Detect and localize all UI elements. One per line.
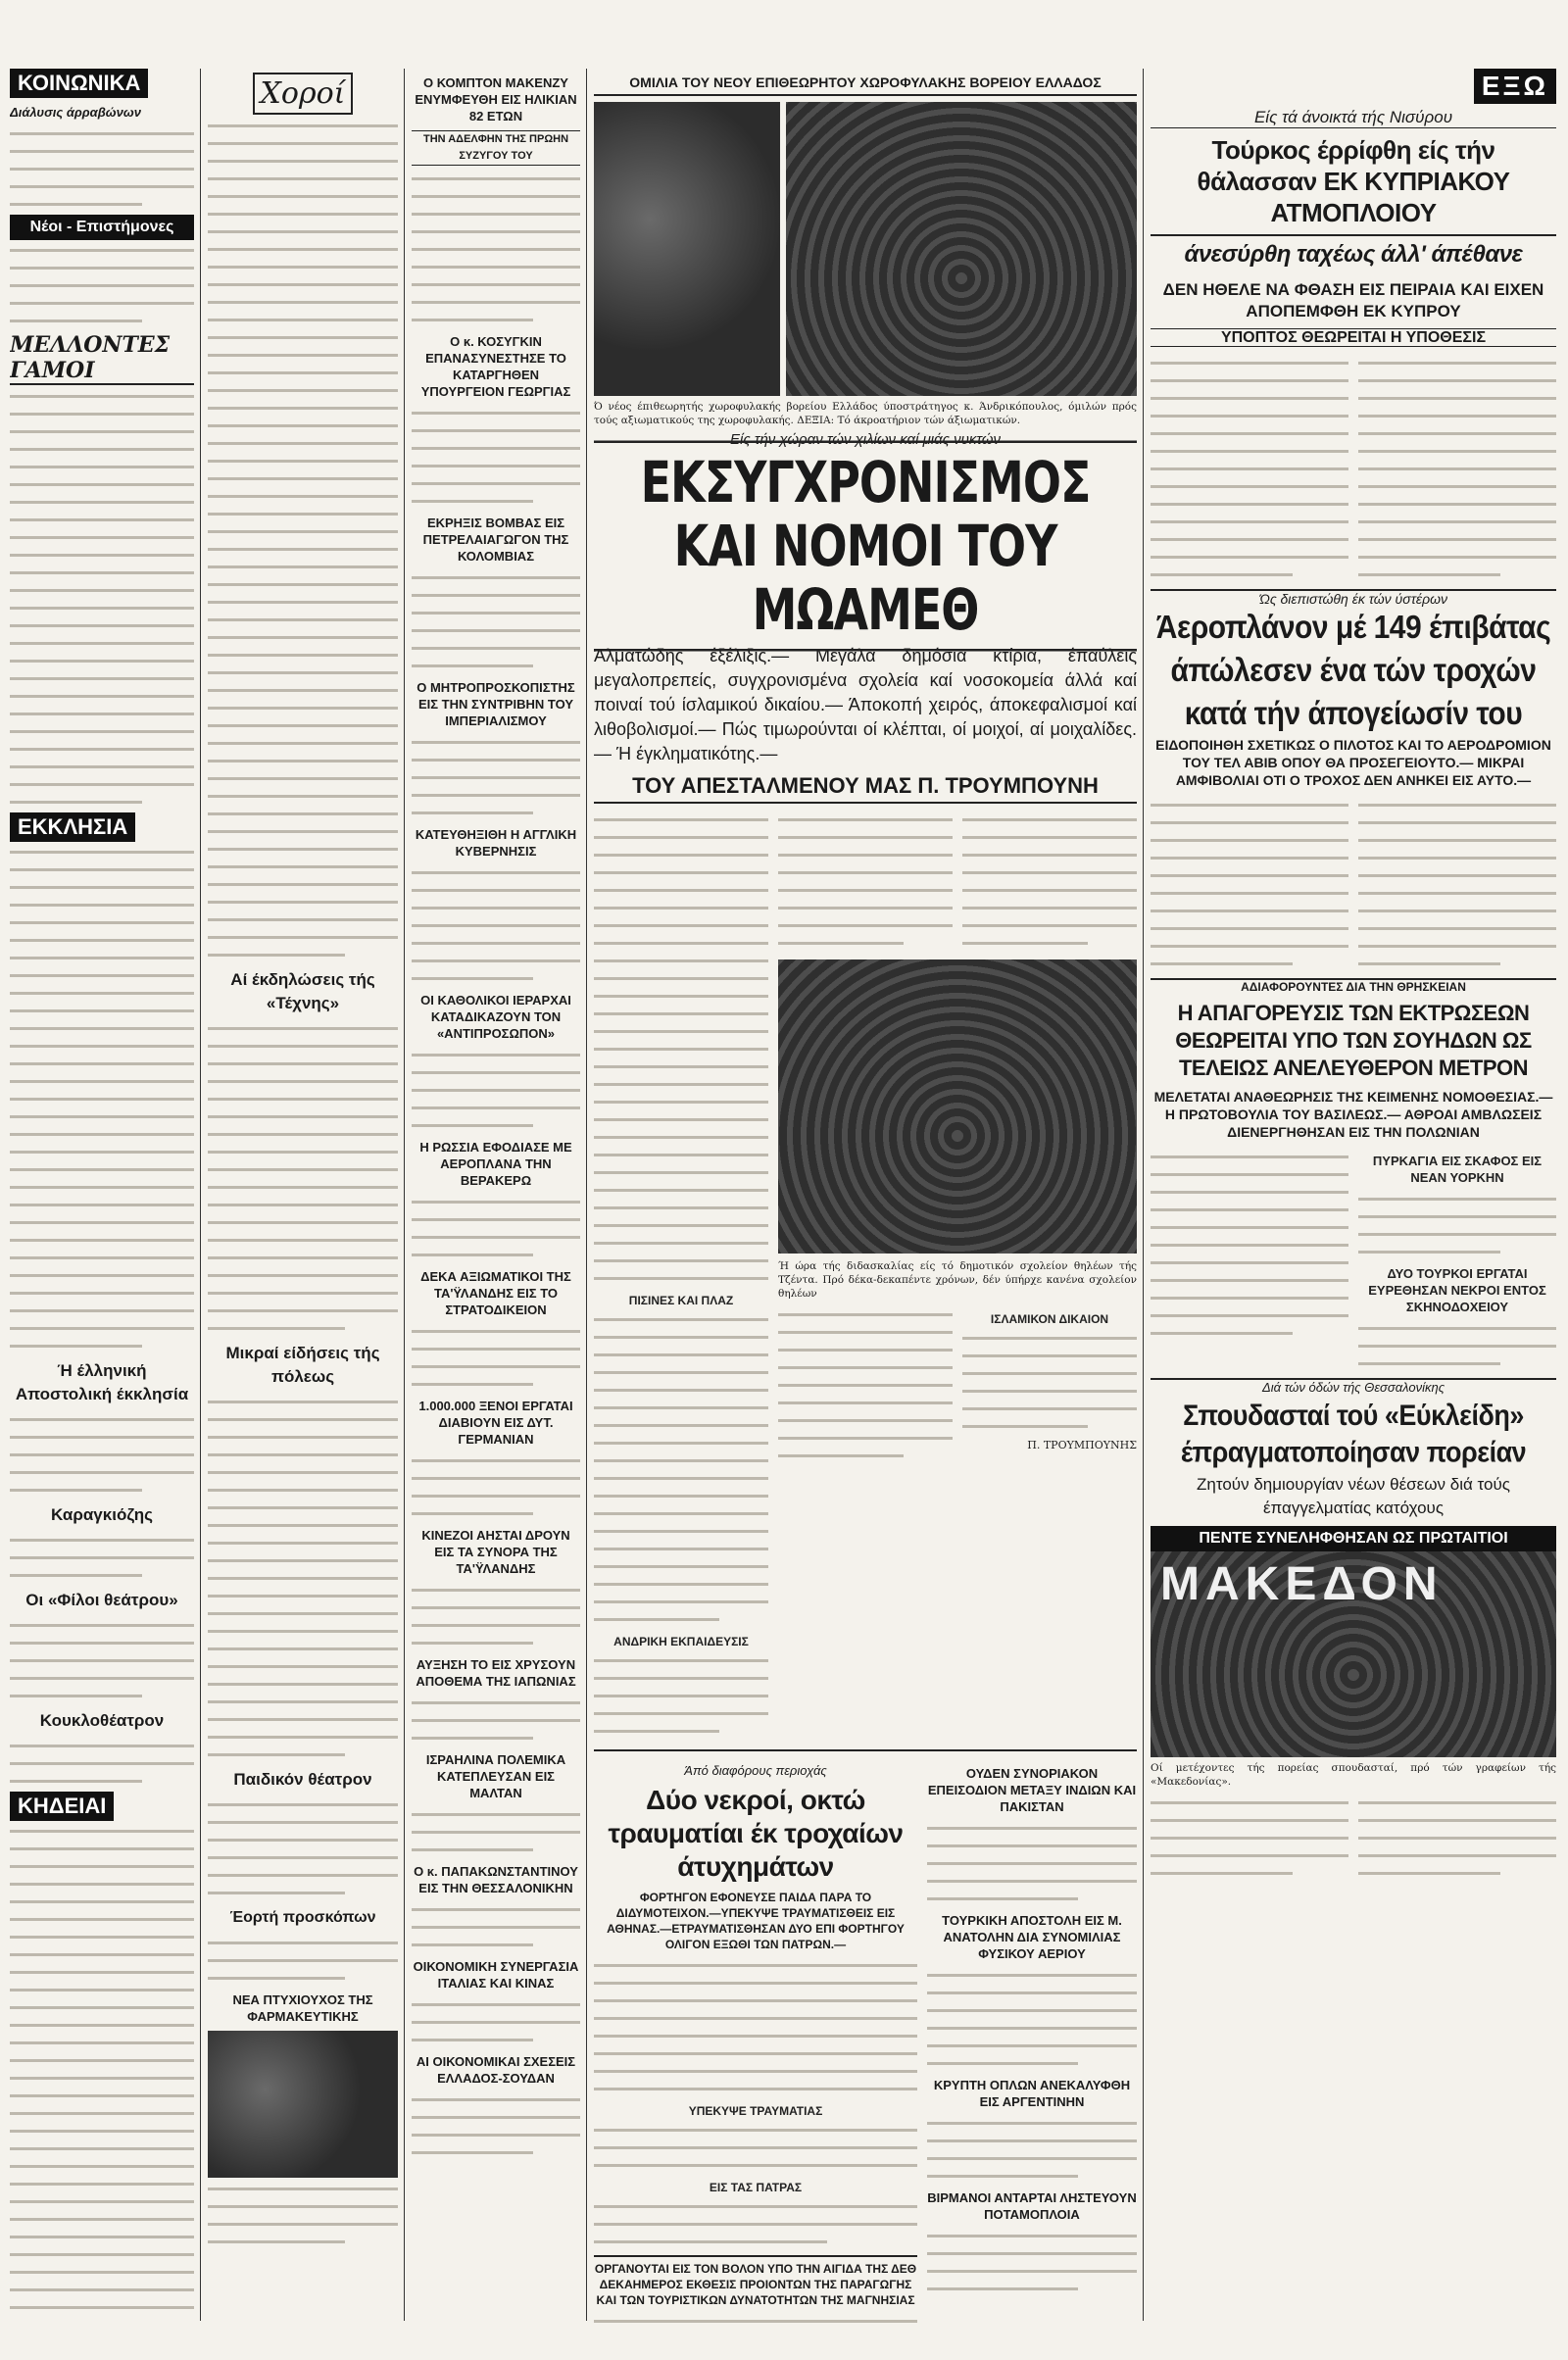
- israilina-head: ΙΣΡΑΗΛΙΝΑ ΠΟΛΕΜΙΚΑ ΚΑΤΕΠΛΕΥΣΑΝ ΕΙΣ ΜΑΛΤΑΝ: [425, 1752, 566, 1800]
- center-section: [594, 69, 1137, 2323]
- article-text: [412, 1048, 580, 1133]
- section-koinonika: ΚΟΙΝΩΝΙΚΑ: [10, 69, 148, 98]
- adelfi-head: ΤΗΝ ΑΔΕΛΦΗΝ ΤΗΣ ΠΡΩΗΝ ΣΥΖΥΓΟΥ ΤΟΥ: [412, 130, 580, 166]
- accidents-deck: ΦΟΡΤΗΓΟΝ ΕΦΟΝΕΥΣΕ ΠΑΙΔΑ ΠΑΡΑ ΤΟ ΔΙΔΥΜΟΤΕΙΧΟΝ.—ΥΠΕΚΥΨΕ ΤΡΑΥΜΑΤΙΣΘΕΙΣ ΕΙΣ ΑΘΗΝΑΣ.—ΕΤΡΑΥΜΑΤΙΣΘΗΣΑΝ ΔΥΟ ΕΠΙ ΦΟΡΤΗΓΟΥ ΟΛΙΓΟΝ ΕΞΩΘΙ ΤΩΝ ΠΑΤΡΩΝ.—: [607, 1891, 905, 1951]
- march-caption: Οί μετέχοντες τής πορείας σπουδασταί, πρό τών γραφείων τής «Μακεδονίας».: [1151, 1762, 1556, 1788]
- article-text: [208, 1395, 398, 1762]
- article-text: [10, 243, 194, 328]
- article-text: [1151, 1147, 1348, 1374]
- article-text: [594, 1958, 917, 2249]
- ayxisi-head: ΑΥΞΗΣΗ ΤΟ ΕΙΣ ΧΡΥΣΟΥΝ ΑΠΟΘΕΜΑ ΤΗΣ ΙΑΠΩΝΙΑΣ: [416, 1657, 576, 1689]
- article-text: [208, 1936, 398, 1986]
- article-text: [10, 845, 194, 1353]
- article-text: [412, 1583, 580, 1650]
- dialysis-head: Διάλυσις άρραβώνων: [10, 105, 141, 120]
- article-text: [412, 172, 580, 327]
- byline: ΤΟΥ ΑΠΕΣΤΑΛΜΕΝΟΥ ΜΑΣ Π. ΤΡΟΥΜΠΟΥΝΗ: [594, 774, 1137, 804]
- pente-banner: ΠΕΝΤΕ ΣΥΝΕΛΗΦΘΗΣΑΝ ΩΣ ΠΡΩΤΑΙΤΙΟΙ: [1151, 1526, 1556, 1551]
- article-text: [1151, 1793, 1348, 1884]
- birmanoi-head: ΒΙΡΜΑΝΟΙ ΑΝΤΑΡΤΑΙ ΛΗΣΤΕΥΟΥΝ ΠΟΤΑΜΟΠΛΟΙΑ: [927, 2190, 1137, 2222]
- article-text: [412, 406, 580, 509]
- article-text: [412, 570, 580, 673]
- signature: Π. ΤΡΟΥΜΠΟΥΝΗΣ: [1027, 1439, 1137, 1451]
- article-text: [1151, 795, 1348, 974]
- officers-photo: [786, 102, 1137, 396]
- accidents-block: [594, 1759, 917, 2323]
- article-text: [594, 2314, 917, 2323]
- deka-head: ΔΕΚΑ ΑΞΙΩΜΑΤΙΚΟΙ ΤΗΣ ΤΑ'ΫΛΑΝΔΗΣ ΕΙΣ ΤΟ ΣΤΡΑΤΟΔΙΚΕΙΟΝ: [420, 1269, 571, 1317]
- article-text: [10, 1618, 194, 1703]
- sub-andriki: ΑΝΔΡΙΚΗ ΕΚΠΑΙΔΕΥΣΙΣ: [613, 1635, 749, 1648]
- column-rule: [404, 69, 405, 2321]
- section-ekklisia: ΕΚΚΛΗΣΙΑ: [10, 812, 135, 842]
- nisyros-head: Τούρκος έρρίφθη είς τήν θάλασσαν ΕΚ ΚΥΠΡΙΑΚΟΥ ΑΤΜΟΠΛΟΙΟΥ: [1197, 135, 1510, 227]
- dyo-head: ΔΥΟ ΤΟΥΡΚΟΙ ΕΡΓΑΤΑΙ ΕΥΡΕΘΗΣΑΝ ΝΕΚΡΟΙ ΕΝΤΟΣ ΣΚΗΝΟΔΟΧΕΙΟΥ: [1368, 1266, 1546, 1314]
- makedonia-sign: ΜΑΚΕΔΟΝ: [1160, 1558, 1444, 1610]
- article-text: [208, 1021, 398, 1336]
- article-text: [412, 865, 580, 986]
- article-text: [927, 1821, 1137, 1906]
- mellontes-head: ΜΕΛΛΟΝΤΕΣ ΓΑΜΟΙ: [10, 332, 194, 385]
- plane-head: Άεροπλάνον μέ 149 έπιβάτας άπώλεσεν ένα τών τροχών κατά τήν άπογείωσίν του: [1155, 610, 1551, 732]
- sub-patra: ΕΙΣ ΤΑΣ ΠΑΤΡΑΣ: [709, 2181, 803, 2194]
- article-text: [10, 126, 194, 212]
- thess-kicker: Διά τών όδών τής Θεσσαλονίκης: [1151, 1378, 1556, 1395]
- section-exoteriko: ΕΞΩ: [1474, 69, 1556, 104]
- article-text: [412, 1195, 580, 1262]
- kosygkin-head: Ο κ. ΚΟΣΥΓΚΙΝ ΕΠΑΝΑΣΥΝΕΣΤΗΣΕ ΤΟ ΚΑΤΑΡΓΗΘΕΝ ΥΠΟΥΡΓΕΙΟΝ ΓΕΩΡΓΙΑΣ: [420, 334, 571, 399]
- kinezoi-head: ΚΙΝΕΖΟΙ ΑΗΣΤΑΙ ΔΡΟΥΝ ΕΙΣ ΤΑ ΣΥΝΟΡΑ ΤΗΣ ΤΑ'ΫΛΑΝΔΗΣ: [421, 1528, 570, 1576]
- neoi-banner: Νέοι - Επιστήμονες: [10, 215, 194, 240]
- xoroi-head: Χοροί: [253, 73, 354, 115]
- article-text: [927, 1968, 1137, 2071]
- article-text: [412, 1997, 580, 2047]
- article-text: [1358, 795, 1556, 974]
- nea-head: ΝΕΑ ΠΤΥΧΙΟΥΧΟΣ ΤΗΣ ΦΑΡΜΑΚΕΥΤΙΚΗΣ: [232, 1992, 373, 2024]
- papak-head: Ο κ. ΠΑΠΑΚΩΝΣΤΑΝΤΙΝΟΥ ΕΙΣ ΤΗΝ ΘΕΣΣΑΛΟΝΙΚΗΝ: [414, 1864, 578, 1895]
- article-text: [1358, 353, 1556, 585]
- march-photo: [1151, 1551, 1556, 1757]
- ekdiloseis-head: Αί έκδηλώσεις τής «Τέχνης»: [230, 970, 375, 1012]
- school-caption: Ή ώρα τής διδασκαλίας είς τό δημοτικόν σχολείον θηλέων τής Τζέντα. Πρό δέκα-δεκαπέντε χρόνων, δέν ύπήρχε κανένα σχολείον θηλέων: [778, 1260, 1137, 1300]
- nisyros-kicker: Είς τά άνοικτά τής Νισύρου: [1151, 108, 1556, 128]
- article-text: [412, 1696, 580, 1745]
- article-text: [1358, 1147, 1556, 1374]
- oikon2-head: ΑΙ ΟΙΚΟΝΟΜΙΚΑΙ ΣΧΕΣΕΙΣ ΕΛΛΑΔΟΣ-ΣΟΥΔΑΝ: [416, 2054, 576, 2086]
- main-deck: Άλματώδης έξέλιξις.— Μεγάλα δημόσια κτίρια, έπαύλεις μεγαλοπρεπείς, συγχρονισμένα σχολεία καί νοσοκομεία άλλά καί ποιναί τού ίσλαμικού δικαίου.— Άποκοπή χειρός, άποκεφαλισμοί καί λιθοβολισμοί.— Πώς τιμωρούνται οί κλέπται, οί μοιχοί, αί μοιχαλίδες.— Ή έγκληματικότης.—: [594, 646, 1137, 763]
- general-photo: [594, 102, 780, 396]
- koukla-head: Κουκλοθέατρον: [39, 1711, 165, 1730]
- nisyros-deck: ΔΕΝ ΗΘΕΛΕ ΝΑ ΦΘΑΣΗ ΕΙΣ ΠΕΙΡΑΙΑ ΚΑΙ ΕΙΧΕΝ ΑΠΟΠΕΜΦΘΗ ΕΚ ΚΥΠΡΟΥ: [1162, 280, 1544, 320]
- oikon1-head: ΟΙΚΟΝΟΜΙΚΗ ΣΥΝΕΡΓΑΣΙΑ ΙΤΑΛΙΑΣ ΚΑΙ ΚΙΝΑΣ: [413, 1959, 579, 1991]
- article-text: [208, 1797, 398, 1900]
- article-text: [10, 1412, 194, 1498]
- paidiko-head: Παιδικόν θέατρον: [233, 1770, 372, 1789]
- article-text: [10, 1533, 194, 1583]
- oudenSyn-head: ΟΥΔΕΝ ΣΥΝΟΡΙΑΚΟΝ ΕΠΕΙΣΟΔΙΟΝ ΜΕΤΑΞΥ ΙΝΔΙΩΝ ΚΑΙ ΠΑΚΙΣΤΑΝ: [927, 1766, 1137, 1814]
- column-rule: [586, 69, 587, 2321]
- main-headline: ΕΚΣΥΓΧΡΟΝΙΣΜΟΣ ΚΑΙ ΝΟΜΟΙ ΤΟΥ ΜΩΑΜΕΘ: [594, 441, 1137, 652]
- article-text: [962, 810, 1137, 954]
- article-text: [412, 2092, 580, 2160]
- article-text: [927, 2229, 1137, 2296]
- article-text: [208, 119, 398, 962]
- sweden-deck: ΜΕΛΕΤΑΤΑΙ ΑΝΑΘΕΩΡΗΣΙΣ ΤΗΣ ΚΕΙΜΕΝΗΣ ΝΟΜΟΘΕΣΙΑΣ.— Η ΠΡΩΤΟΒΟΥΛΙΑ ΤΟΥ ΒΑΣΙΛΕΩΣ.— ΑΘΡΟΑΙ ΑΜΒΛΩΣΕΙΣ ΔΙΕΝΕΡΓΗΘΗΣΑΝ ΕΙΣ ΤΗΝ ΠΟΛΩΝΙΑΝ: [1153, 1089, 1553, 1140]
- article-text: [412, 1324, 580, 1392]
- rosia-head: Η ΡΩΣΣΙΑ ΕΦΟΔΙΑΣΕ ΜΕ ΑΕΡΟΠΛΑΝΑ ΤΗΝ ΒΕΡΑΚΕΡΩ: [419, 1140, 572, 1188]
- katefthi-head: ΚΑΤΕΥΘΗΞΙΘΗ Η ΑΓΓΛΙΚΗ ΚΥΒΕΡΝΗΣΙΣ: [415, 827, 577, 859]
- article-text: [412, 735, 580, 820]
- sub-pisines: ΠΙΣΙΝΕΣ ΚΑΙ ΠΛΑΖ: [628, 1294, 734, 1307]
- tourkiki-head: ΤΟΥΡΚΙΚΗ ΑΠΟΣΤΟΛΗ ΕΙΣ Μ. ΑΝΑΤΟΛΗΝ ΔΙΑ ΣΥΝΟΜΙΛΙΑΣ ΦΥΣΙΚΟΥ ΑΕΡΙΟΥ: [942, 1913, 1122, 1961]
- column-events: [208, 69, 398, 2323]
- sub-ypekypse: ΥΠΕΚΥΨΕ ΤΡΑΥΜΑΤΙΑΣ: [688, 2104, 823, 2118]
- apo-kicker: Άπό διαφόρους περιοχάς: [684, 1763, 827, 1778]
- omilia-head: ΟΜΙΛΙΑ ΤΟΥ ΝΕΟΥ ΕΠΙΘΕΩΡΗΤΟΥ ΧΩΡΟΦΥΛΑΚΗΣ ΒΟΡΕΙΟΥ ΕΛΛΑΔΟΣ: [594, 74, 1137, 96]
- nisyros-deck-b: ΥΠΟΠΤΟΣ ΘΕΩΡΕΙΤΑΙ Η ΥΠΟΘΕΣΙΣ: [1151, 328, 1556, 347]
- article-text: [10, 1739, 194, 1789]
- section-kideiai: ΚΗΔΕΙΑΙ: [10, 1792, 114, 1821]
- ekrixis-head: ΕΚΡΗΞΙΣ ΒΟΜΒΑΣ ΕΙΣ ΠΕΤΡΕΛΑΙΑΓΩΓΟΝ ΤΗΣ ΚΟΛΟΜΒΙΑΣ: [422, 516, 569, 564]
- column-rule: [1143, 69, 1144, 2321]
- column-rule: [200, 69, 201, 2321]
- article-text: [962, 1304, 1137, 1466]
- nisyros-head-b: άνεσύρθη ταχέως άλλ' άπέθανε: [1151, 234, 1556, 273]
- euklidis-head: Σπουδασταί τού «Εύκλείδη» έπραγματοποίησαν πορείαν: [1180, 1399, 1527, 1469]
- omilia-caption: Ό νέος έπιθεωρητής χωροφυλακής βορείου Ελλάδος ύποστράτηγος κ. Άνδρικόπουλος, όμιλών πρός τούς αξιωματικούς της χωροφυλακής. ΔΕΞΙΑ: Τό άκροατήριον τών άξιωματικών.: [594, 401, 1137, 426]
- foreign-briefs: [927, 1759, 1137, 2323]
- volos-head: ΟΡΓΑΝΟΥΤΑΙ ΕΙΣ ΤΟΝ ΒΟΛΟΝ ΥΠΟ ΤΗΝ ΑΙΓΙΔΑ ΤΗΣ ΔΕΘ ΔΕΚΑΗΜΕΡΟΣ ΕΚΘΕΣΙΣ ΠΡΟΙΟΝΤΩΝ ΤΗΣ ΠΑΡΑΓΩΓΗΣ ΚΑΙ ΤΩΝ ΤΟΥΡΙΣΤΙΚΩΝ ΔΥΝΑΤΟΤΗΤΩΝ ΤΗΣ ΜΑΓΝΗΣΙΑΣ: [594, 2255, 917, 2308]
- filoi-head: Οι «Φίλοι θεάτρου»: [25, 1591, 178, 1609]
- column-foreign: [1151, 69, 1556, 2323]
- column-briefs: [412, 69, 580, 2323]
- euklidis-deck: Ζητούν δημιουργίαν νέων θέσεων διά τούς έπαγγελματίας κατόχους: [1197, 1475, 1510, 1517]
- article-text: [778, 1304, 953, 1466]
- school-photo: [778, 959, 1137, 1254]
- graduate-photo: [208, 2031, 398, 2178]
- article-text: [10, 1824, 194, 2323]
- article-text: [10, 389, 194, 810]
- article-text: [927, 2116, 1137, 2184]
- plane-kicker: Ώς διεπιστώθη έκ τών ύστέρων: [1151, 589, 1556, 607]
- karagkiozis-head: Καραγκιόζης: [51, 1505, 153, 1524]
- sweden-kicker: ΑΔΙΑΦΟΡΟΥΝΤΕΣ ΔΙΑ ΤΗΝ ΘΡΗΣΚΕΙΑΝ: [1151, 978, 1556, 994]
- ellinikiEkklisia-head: Ή έλληνική Αποστολική έκκλησία: [15, 1361, 189, 1403]
- eorti-head: Έορτή προσκόπων: [229, 1909, 376, 1926]
- katholikoi-head: ΟΙ ΚΑΘΟΛΙΚΟΙ ΙΕΡΑΡΧΑΙ ΚΑΤΑΔΙΚΑΖΟΥΝ ΤΟΝ «ΑΝΤΙΠΡΟΣΩΠΟΝ»: [420, 993, 571, 1041]
- sweden-head: Η ΑΠΑΓΟΡΕΥΣΙΣ ΤΩΝ ΕΚΤΡΩΣΕΩΝ ΘΕΩΡΕΙΤΑΙ ΥΠΟ ΤΩΝ ΣΟΥΗΔΩΝ ΩΣ ΤΕΛΕΙΩΣ ΑΝΕΛΕΥΘΕΡΟΝ ΜΕΤΡΟΝ: [1175, 1001, 1532, 1080]
- column-social: [10, 69, 194, 2323]
- plane-deck: ΕΙΔΟΠΟΙΗΘΗ ΣΧΕΤΙΚΩΣ Ο ΠΙΛΟΤΟΣ ΚΑΙ ΤΟ ΑΕΡΟΔΡΟΜΙΟΝ ΤΟΥ ΤΕΛ ΑΒΙΒ ΟΠΟΥ ΘΑ ΠΡΟΣΕΓΕΙΟΥΤΟ.— ΜΙΚΡΑΙ ΑΜΦΙΒΟΛΙΑΙ ΟΤΙ Ο ΤΡΟΧΟΣ ΔΕΝ ΑΝΗΚΕΙ ΕΙΣ ΑΥΤΟ.—: [1155, 737, 1551, 788]
- article-text: [1358, 1793, 1556, 1884]
- xenoi-head: 1.000.000 ΞΕΝΟΙ ΕΡΓΑΤΑΙ ΔΙΑΒΙΟΥΝ ΕΙΣ ΔΥΤ. ΓΕΡΜΑΝΙΑΝ: [418, 1399, 573, 1447]
- mitrop-head: Ο ΜΗΤΡΟΠΡΟΣΚΟΠΙΣΤΗΣ ΕΙΣ ΤΗΝ ΣΥΝΤΡΙΒΗΝ ΤΟΥ ΙΜΠΕΡΙΑΛΙΣΜΟΥ: [416, 680, 575, 728]
- article-text: [778, 810, 953, 954]
- krypti-head: ΚΡΥΠΤΗ ΟΠΛΩΝ ΑΝΕΚΑΛΥΦΘΗ ΕΙΣ ΑΡΓΕΝΤΙΝΗΝ: [933, 2078, 1131, 2109]
- article-text: [412, 1453, 580, 1521]
- article-text: [1151, 353, 1348, 585]
- article-text: [208, 2182, 398, 2249]
- article-text: [412, 1902, 580, 1952]
- article-text: [594, 810, 768, 1742]
- article-text: [412, 1807, 580, 1857]
- kompton-head: Ο ΚΟΜΠΤΟΝ ΜΑΚΕΝΖΥ ΕΝΥΜΦΕΥΘΗ ΕΙΣ ΗΛΙΚΙΑΝ 82 ΕΤΩΝ: [415, 75, 577, 123]
- pyrkagia-head: ΠΥΡΚΑΓΙΑ ΕΙΣ ΣΚΑΦΟΣ ΕΙΣ ΝΕΑΝ ΥΟΡΚΗΝ: [1372, 1154, 1543, 1185]
- accidents-head: Δύο νεκροί, οκτώ τραυματίαι έκ τροχαίων άτυχημάτων: [608, 1785, 904, 1882]
- sub-islamiko: ΙΣΛΑΜΙΚΟΝ ΔΙΚΑΙΟΝ: [990, 1312, 1109, 1326]
- mikrai-head: Μικραί είδήσεις τής πόλεως: [225, 1344, 380, 1386]
- kicker-nights: Είς τήν χώραν τών χιλίων καί μιάς νυκτών: [730, 431, 1001, 448]
